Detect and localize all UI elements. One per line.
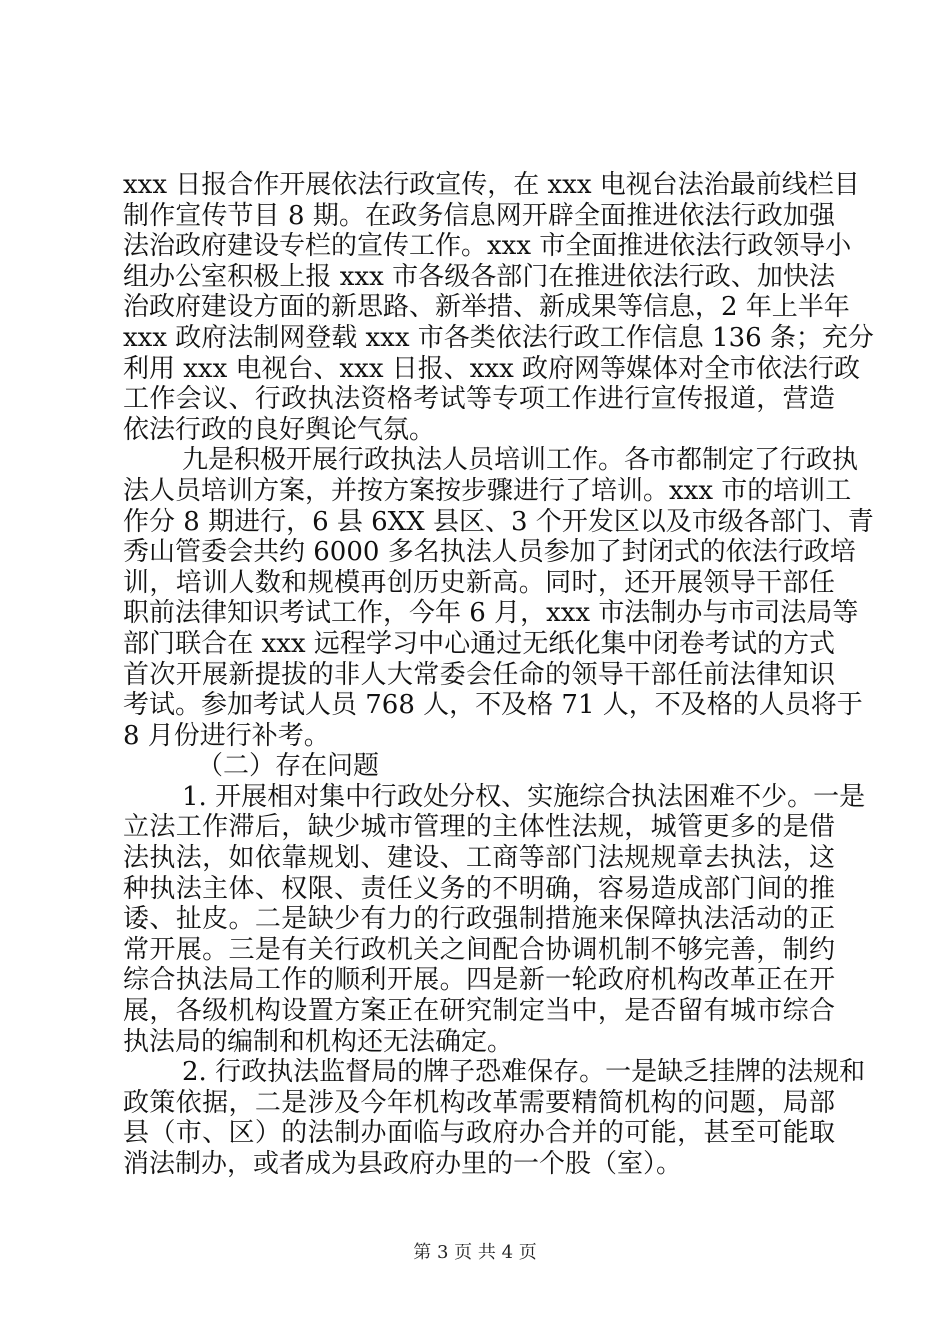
text-line: 综合执法局工作的顺利开展。四是新一轮政府机构改革正在开 (123, 965, 835, 996)
text-line: 秀山管委会共约 6000 多名执法人员参加了封闭式的依法行政培 (123, 537, 856, 568)
text-line: 政策依据，二是涉及今年机构改革需要精简机构的问题，局部 (123, 1087, 835, 1118)
text-line: 治政府建设方面的新思路、新举措、新成果等信息，2 年上半年 (123, 292, 850, 323)
text-line: 种执法主体、权限、责任义务的不明确，容易造成部门间的推 (123, 873, 835, 904)
text-line: 职前法律知识考试工作，今年 6 月，xxx 市法制办与市司法局等 (123, 598, 859, 629)
text-line: 8 月份进行补考。 (123, 720, 330, 751)
text-line: 立法工作滞后，缺少城市管理的主体性法规，城管更多的是借 (123, 812, 835, 843)
text-line: 组办公室积极上报 xxx 市各级各部门在推进依法行政、加快法 (123, 261, 835, 292)
paragraph-problem-1 (123, 781, 866, 1057)
text-line: 执法局的编制和机构还无法确定。 (123, 1026, 514, 1057)
text-line: 利用 xxx 电视台、xxx 日报、xxx 政府网等媒体对全市依法行政 (123, 353, 861, 384)
text-line: 常开展。三是有关行政机关之间配合协调机制不够完善，制约 (123, 934, 835, 965)
text-line: xxx 政府法制网登载 xxx 市各类依法行政工作信息 136 条；充分 (123, 322, 874, 353)
paragraph-problem-2 (123, 1057, 866, 1179)
text-line: xxx 日报合作开展依法行政宣传，在 xxx 电视台法治最前线栏目 (123, 170, 860, 200)
text-line: 制作宣传节目 8 期。在政务信息网开辟全面推进依法行政加强 (123, 200, 835, 231)
text-line: 消法制办，或者成为县政府办里的一个股（室）。 (123, 1149, 683, 1179)
section-heading-problems (123, 751, 835, 782)
text-line: 作分 8 期进行，6 县 6XX 县区、3 个开发区以及市级各部门、青 (123, 506, 874, 537)
text-line: 1. 开展相对集中行政处分权、实施综合执法困难不少。一是 (182, 781, 866, 812)
text-line: 依法行政的良好舆论气氛。 (123, 414, 436, 445)
paragraph-publicity (123, 170, 874, 445)
text-line: 展，各级机构设置方案正在研究制定当中，是否留有城市综合 (123, 996, 835, 1027)
text-line: 诿、扯皮。二是缺少有力的行政强制措施来保障执法活动的正 (123, 904, 835, 935)
section-heading: （二）存在问题 (197, 751, 380, 782)
text-line: 九是积极开展行政执法人员培训工作。各市都制定了行政执 (182, 445, 859, 476)
paragraph-training (123, 445, 874, 751)
text-line: 法执法，如依靠规划、建设、工商等部门法规规章去执法，这 (123, 843, 835, 874)
text-line: 训，培训人数和规模再创历史新高。同时，还开展领导干部任 (123, 567, 835, 598)
text-line: 部门联合在 xxx 远程学习中心通过无纸化集中闭卷考试的方式 (123, 628, 835, 659)
text-line: 考试。参加考试人员 768 人，不及格 71 人，不及格的人员将于 (123, 690, 863, 721)
page-number-footer: 第 3 页 共 4 页 (413, 1242, 537, 1263)
document-body (123, 170, 874, 1180)
text-line: 县（市、区）的法制办面临与政府办合并的可能，甚至可能取 (123, 1118, 835, 1149)
text-line: 法人员培训方案，并按方案按步骤进行了培训。xxx 市的培训工 (123, 475, 852, 506)
text-line: 首次开展新提拔的非人大常委会任命的领导干部任前法律知识 (123, 659, 835, 690)
text-line: 2. 行政执法监督局的牌子恐难保存。一是缺乏挂牌的法规和 (182, 1057, 866, 1088)
text-line: 法治政府建设专栏的宣传工作。xxx 市全面推进依法行政领导小 (123, 231, 852, 262)
text-line: 工作会议、行政执法资格考试等专项工作进行宣传报道，营造 (123, 384, 835, 415)
